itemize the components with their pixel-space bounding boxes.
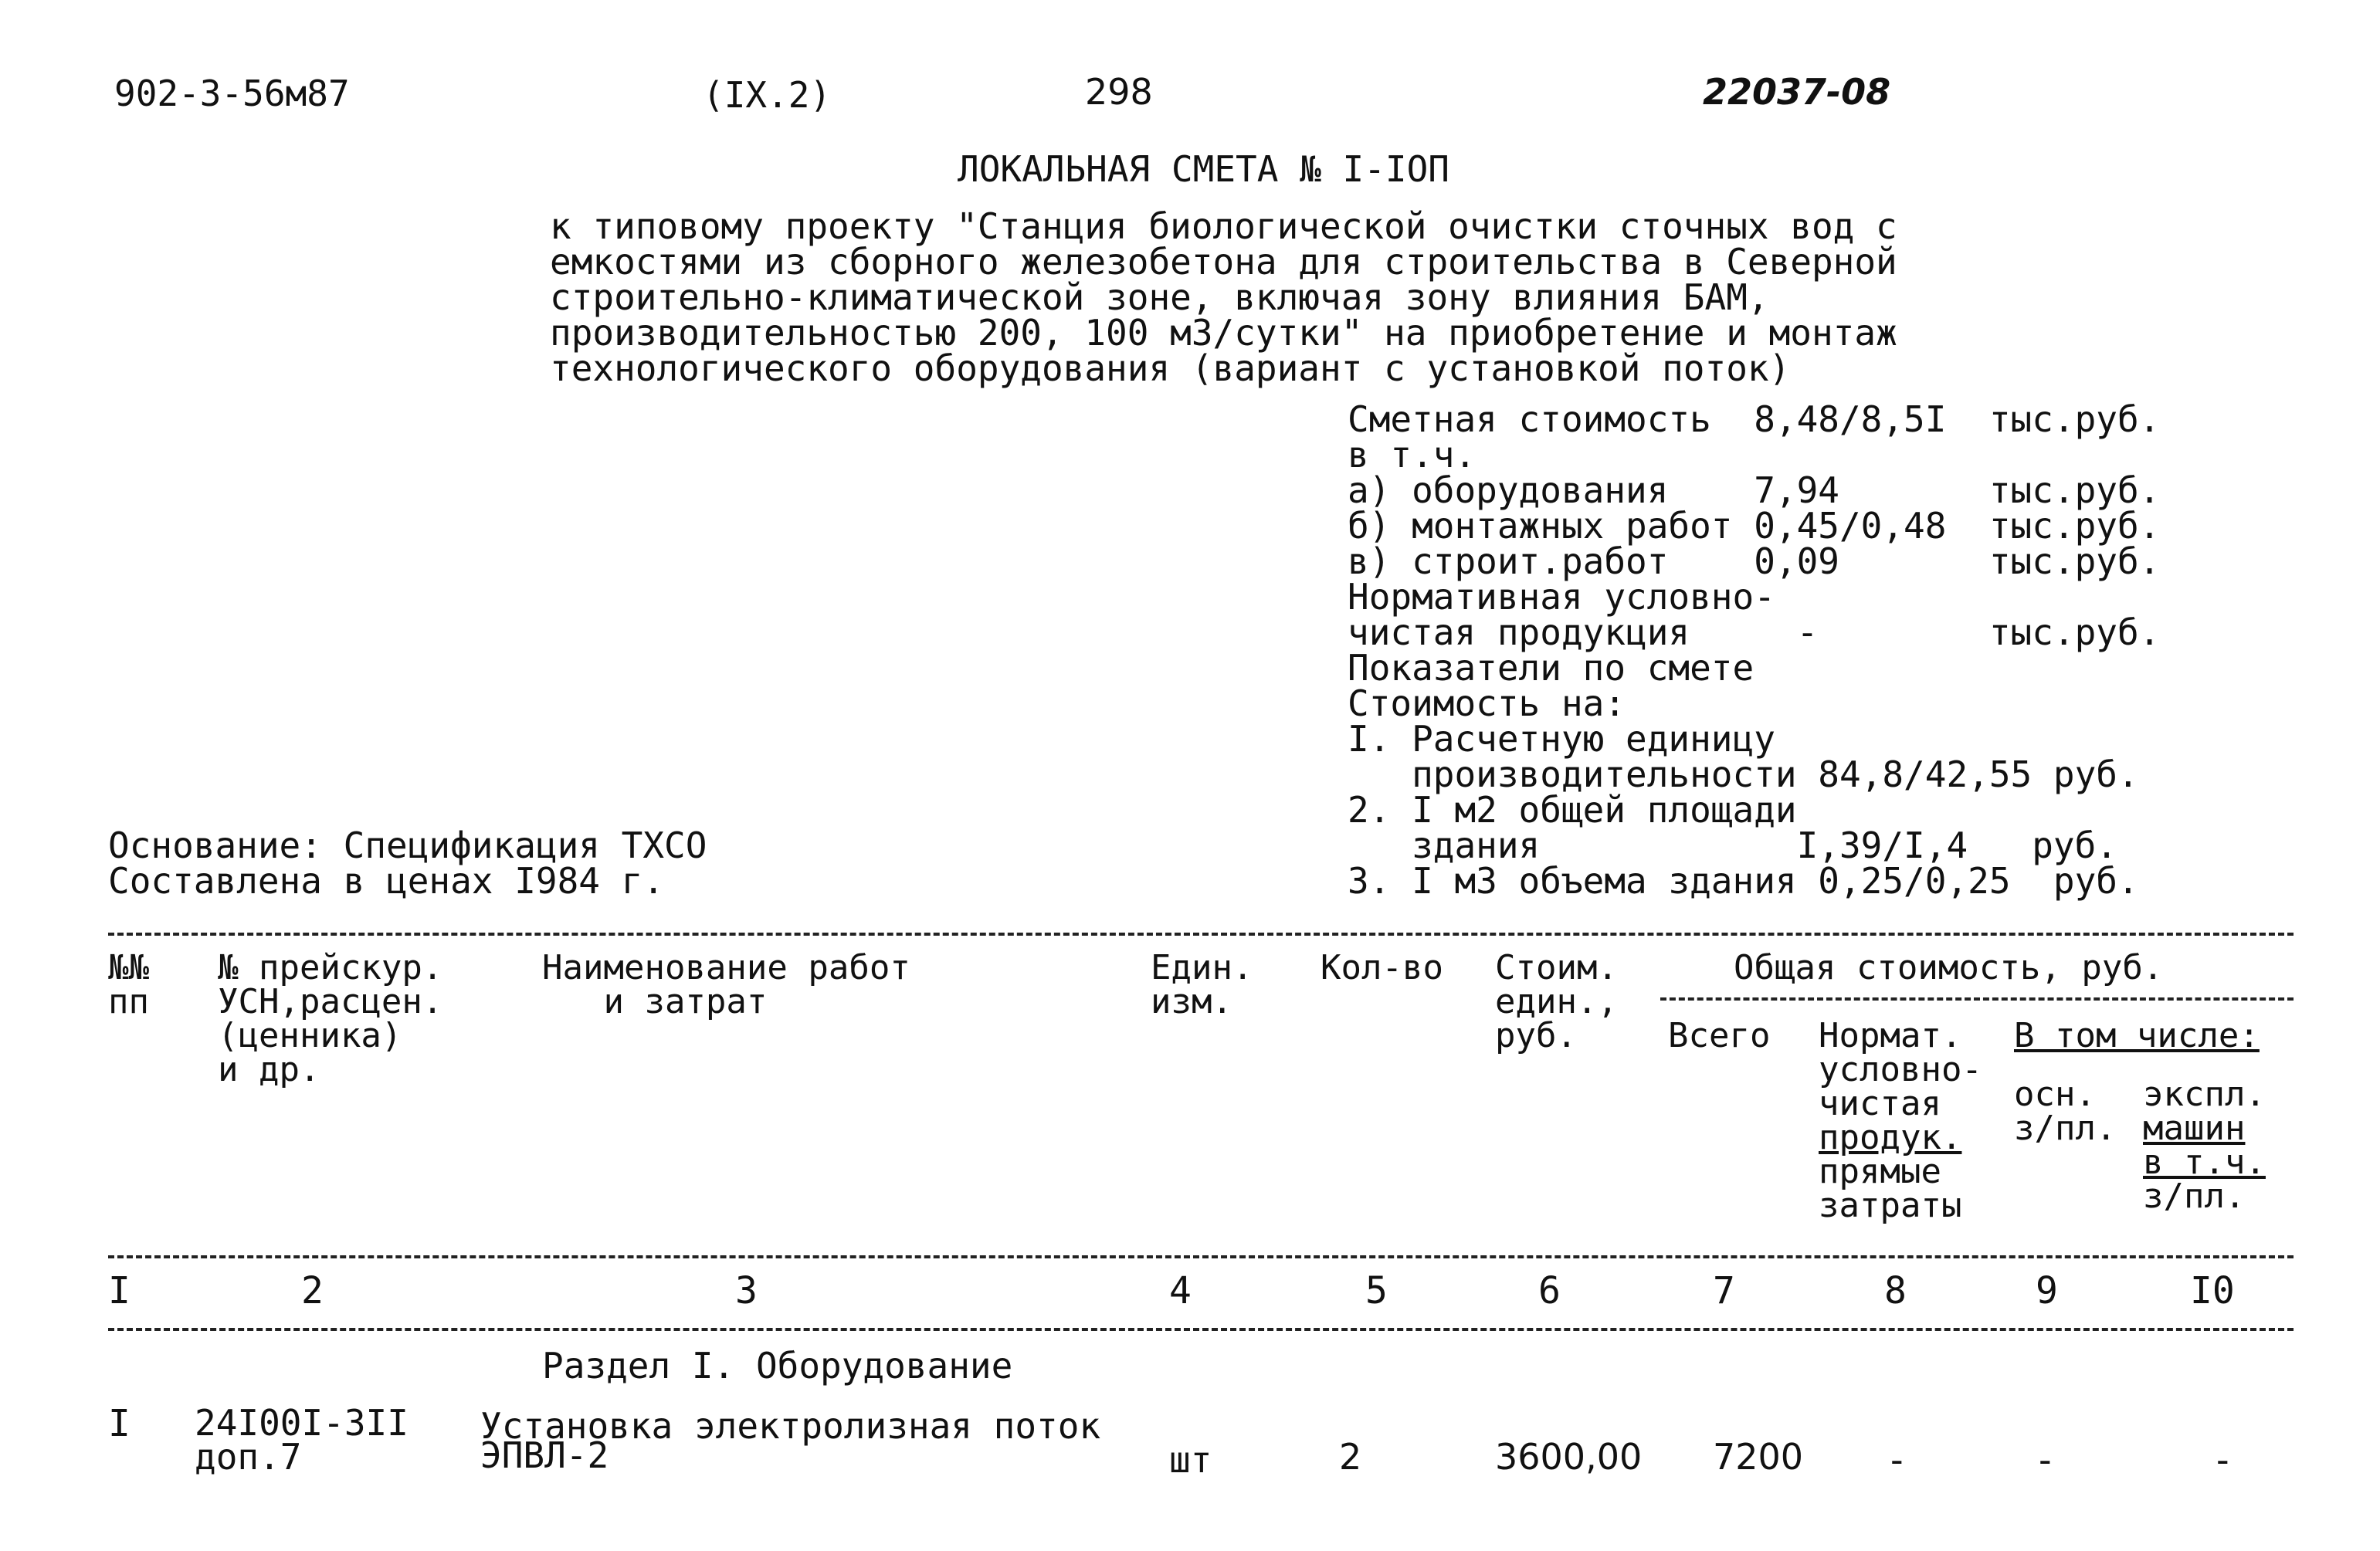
row-unit-cost: 3600,00 (1495, 1436, 1643, 1478)
column-number: 4 (1169, 1269, 1192, 1312)
column-numbers-rule (108, 1328, 2294, 1331)
column-number: 5 (1365, 1269, 1388, 1312)
header-unit-cost: Стоим. (1495, 948, 1618, 987)
summary-line: Стоимость на: (1348, 682, 1626, 724)
summary-line: а) оборудования 7,94 тыс.руб. (1348, 469, 2161, 511)
row-machines: - (2216, 1439, 2229, 1481)
header-unit-cost: един., (1495, 982, 1618, 1021)
header-code: УСН,расцен. (218, 982, 443, 1021)
description-line: производительностью 200, 100 м3/сутки" на приобретение и монтаж (550, 312, 1897, 354)
header-in-that: В том числе: (2014, 1016, 2260, 1055)
description-line: технологического оборудования (вариант с установкой поток) (550, 347, 1791, 389)
column-number: 7 (1713, 1269, 1735, 1312)
column-number: 3 (735, 1269, 758, 1312)
header-norm: условно- (1819, 1050, 1982, 1089)
header-machines: машин (2143, 1109, 2246, 1148)
header-code: и др. (218, 1050, 320, 1089)
section-code: (IX.2) (703, 74, 832, 116)
header-code: (ценника) (218, 1016, 402, 1055)
column-number: 2 (301, 1269, 324, 1312)
description-line: к типовому проекту "Станция биологической очистки сточных вод с (550, 205, 1897, 247)
row-name: Установка электролизная поток (480, 1405, 1101, 1447)
header-no: №№ (108, 948, 149, 987)
column-number: I0 (2190, 1269, 2235, 1312)
summary-line: здания I,39/I,4 руб. (1348, 825, 2117, 866)
header-total-group: Общая стоимость, руб. (1734, 948, 2164, 987)
total-group-rule (1660, 997, 2294, 1001)
header-unit: изм. (1151, 982, 1232, 1021)
estimate-title: ЛОКАЛЬНАЯ СМЕТА № I-IОП (958, 148, 1449, 190)
summary-line: 3. I м3 объема здания 0,25/0,25 руб. (1348, 860, 2139, 902)
summary-line: Нормативная условно- (1348, 576, 1775, 618)
column-number: 8 (1884, 1269, 1907, 1312)
header-norm: прямые (1819, 1152, 1941, 1191)
header-name: Наименование работ (542, 948, 910, 987)
header-norm: продук. (1819, 1118, 1962, 1157)
row-number: I (108, 1402, 131, 1445)
header-wage: осн. (2014, 1075, 2096, 1114)
header-machines: в т.ч. (2143, 1143, 2266, 1182)
header-name: и затрат (542, 982, 768, 1021)
header-machines: з/пл. (2143, 1177, 2246, 1216)
header-total: Всего (1668, 1016, 1771, 1055)
column-number: 9 (2036, 1269, 2058, 1312)
summary-line: Показатели по смете (1348, 647, 1754, 689)
summary-line: в) строит.работ 0,09 тыс.руб. (1348, 540, 2161, 582)
row-code: 24I00I-3II (195, 1402, 409, 1444)
header-code: № прейскур. (218, 948, 443, 987)
header-wage: з/пл. (2014, 1109, 2117, 1148)
summary-line: I. Расчетную единицу (1348, 718, 1775, 760)
header-machines: экспл. (2143, 1075, 2266, 1114)
row-unit: шт (1169, 1439, 1212, 1481)
header-norm: Нормат. (1819, 1016, 1962, 1055)
row-quantity: 2 (1339, 1436, 1362, 1478)
summary-line: чистая продукция - тыс.руб. (1348, 611, 2161, 653)
header-qty: Кол-во (1321, 948, 1443, 987)
header-norm: затраты (1819, 1186, 1962, 1225)
summary-line: Сметная стоимость 8,48/8,5I тыс.руб. (1348, 398, 2161, 440)
basis-text: Основание: Спецификация ТХСО (108, 825, 707, 866)
row-code: доп.7 (195, 1436, 302, 1478)
header-no: пп (108, 982, 149, 1021)
header-norm: чистая (1819, 1084, 1941, 1123)
header-unit-cost: руб. (1495, 1016, 1577, 1055)
row-name: ЭПВЛ-2 (480, 1434, 609, 1476)
summary-line: б) монтажных работ 0,45/0,48 тыс.руб. (1348, 505, 2161, 547)
description-line: емкостями из сборного железобетона для строительства в Северной (550, 241, 1897, 283)
summary-line: 2. I м2 общей площади (1348, 789, 1797, 831)
column-number: 6 (1538, 1269, 1561, 1312)
description-line: строительно-климатической зоне, включая зону влияния БАМ, (550, 276, 1769, 318)
archive-number: 22037-08 (1703, 71, 1891, 113)
summary-line: в т.ч. (1348, 434, 1476, 476)
page-number: 298 (1085, 71, 1153, 113)
row-norm: - (1890, 1439, 1904, 1481)
header-bottom-rule (108, 1255, 2294, 1258)
doc-code: 902-3-56м87 (114, 73, 350, 114)
table-top-rule (108, 933, 2294, 936)
header-unit: Един. (1151, 948, 1253, 987)
summary-line: производительности 84,8/42,55 руб. (1348, 753, 2139, 795)
column-number: I (108, 1269, 131, 1312)
section-title: Раздел I. Оборудование (542, 1345, 1013, 1387)
row-wage: - (2039, 1439, 2052, 1481)
price-base-text: Составлена в ценах I984 г. (108, 860, 665, 902)
row-total: 7200 (1713, 1436, 1804, 1478)
